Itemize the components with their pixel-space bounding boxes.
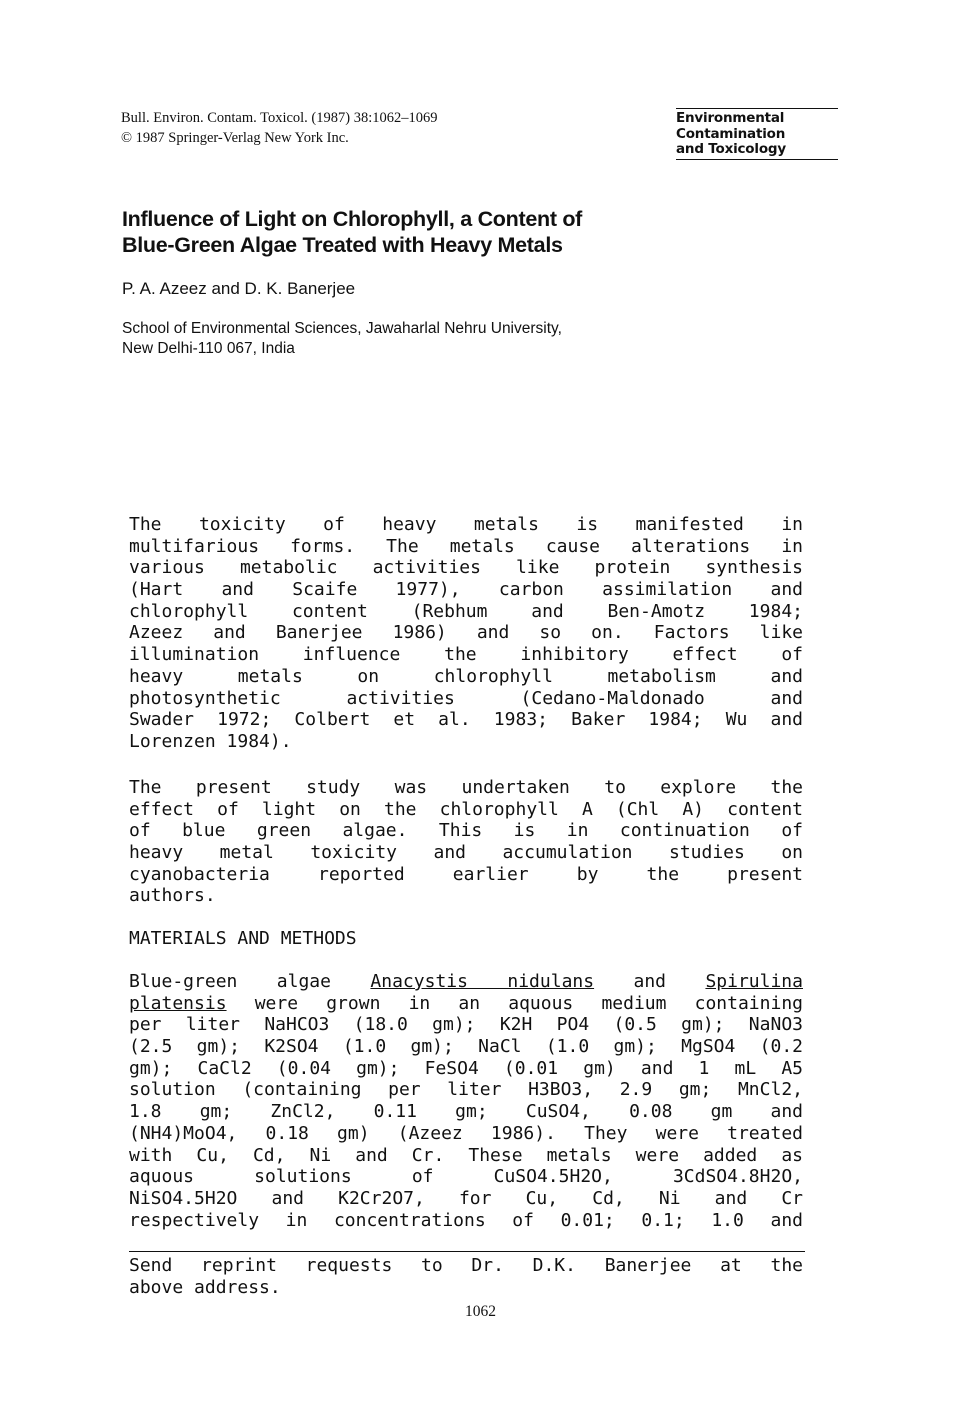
text-line: multifarious forms. The metals cause alterations in [129, 535, 803, 557]
text-span: Blue-green algae [129, 971, 371, 992]
text-line: NiSO4.5H2O and K2Cr2O7, for Cu, Cd, Ni and Cr [129, 1187, 803, 1209]
footnote-line: above address. [129, 1276, 281, 1298]
text-line: 1.8 gm; ZnCl2, 0.11 gm; CuSO4, 0.08 gm and [129, 1101, 803, 1123]
journal-logo-line: Environmental [676, 110, 785, 126]
article-title [122, 206, 582, 258]
journal-logo-line: and Toxicology [676, 141, 786, 157]
text-line: respectively in concentrations of 0.01; 0.1; 1.0 and [129, 1209, 803, 1231]
text-line: The toxicity of heavy metals is manifested in [129, 514, 803, 535]
author-affiliation [122, 319, 562, 359]
page-number: 1062 [465, 1303, 496, 1320]
text-line: various metabolic activities like protein synthesis [129, 557, 803, 579]
intro-paragraph [129, 514, 803, 753]
heading-text: MATERIALS AND METHODS [129, 928, 357, 949]
text-line: (Hart and Scaife 1977), carbon assimilation and [129, 579, 803, 601]
article-authors: P. A. Azeez and D. K. Banerjee [122, 279, 356, 298]
text-line: chlorophyll content (Rebhum and Ben-Amotz 1984; [129, 600, 803, 622]
text-line: photosynthetic activities (Cedano-Maldonado and [129, 687, 803, 709]
text-line [129, 993, 803, 1015]
title-line: Influence of Light on Chlorophyll, a Content of [122, 207, 583, 231]
text-span: were grown in an aquous medium containing [226, 992, 803, 1014]
text-span: and [594, 971, 706, 992]
title-line: Blue-Green Algae Treated with Heavy Metals [122, 233, 563, 257]
text-line: solution (containing per liter H3BO3, 2.9 gm; MnCl2, [129, 1079, 803, 1101]
text-line: illumination influence the inhibitory effect of [129, 644, 803, 666]
species-name: Spirulina [705, 971, 803, 992]
text-line: Swader 1972; Colbert et al. 1983; Baker 1984; Wu and [129, 709, 803, 731]
text-line: The present study was undertaken to explore the [129, 777, 803, 798]
footnote [129, 1255, 803, 1298]
journal-logo [676, 108, 838, 160]
citation-line: Bull. Environ. Contam. Toxicol. (1987) 38:1062–1069 [121, 110, 438, 126]
species-name: Anacystis nidulans [370, 971, 595, 992]
text-line: authors. [129, 885, 216, 907]
text-line: cyanobacteria reported earlier by the present [129, 863, 803, 885]
affiliation-line: New Delhi-110 067, India [122, 340, 295, 357]
text-line: gm); CaCl2 (0.04 gm); FeSO4 (0.01 gm) and 1 mL A5 [129, 1057, 803, 1079]
text-line: effect of light on the chlorophyll A (Chl A) content [129, 798, 803, 820]
footnote-divider [129, 1251, 805, 1252]
text-line: of blue green algae. This is in continuation of [129, 820, 803, 842]
study-aim-paragraph [129, 777, 803, 907]
text-line: (NH4)MoO4, 0.18 gm) (Azeez 1986). They were treated [129, 1122, 803, 1144]
text-line: Lorenzen 1984). [129, 730, 292, 752]
text-line: aquous solutions of CuSO4.5H2O, 3CdSO4.8H2O, [129, 1166, 803, 1188]
text-line [129, 971, 803, 993]
footnote-line: Send reprint requests to Dr. D.K. Banerjee at the [129, 1255, 803, 1276]
text-line: heavy metal toxicity and accumulation studies on [129, 842, 803, 864]
text-line: (2.5 gm); K2SO4 (1.0 gm); NaCl (1.0 gm); MgSO4 (0.2 [129, 1036, 803, 1058]
section-heading [129, 928, 803, 950]
text-line: Azeez and Banerjee 1986) and so on. Factors like [129, 622, 803, 644]
text-line: per liter NaHCO3 (18.0 gm); K2H PO4 (0.5 gm); NaNO3 [129, 1014, 803, 1036]
text-line: heavy metals on chlorophyll metabolism and [129, 665, 803, 687]
copyright-line: © 1987 Springer-Verlag New York Inc. [121, 130, 349, 146]
species-name: platensis [129, 992, 227, 1014]
affiliation-line: School of Environmental Sciences, Jawaharlal Nehru University, [122, 320, 562, 337]
text-line: with Cu, Cd, Ni and Cr. These metals were added as [129, 1144, 803, 1166]
journal-logo-line: Contamination [676, 125, 786, 142]
methods-paragraph [129, 971, 803, 1231]
journal-citation [121, 108, 438, 148]
